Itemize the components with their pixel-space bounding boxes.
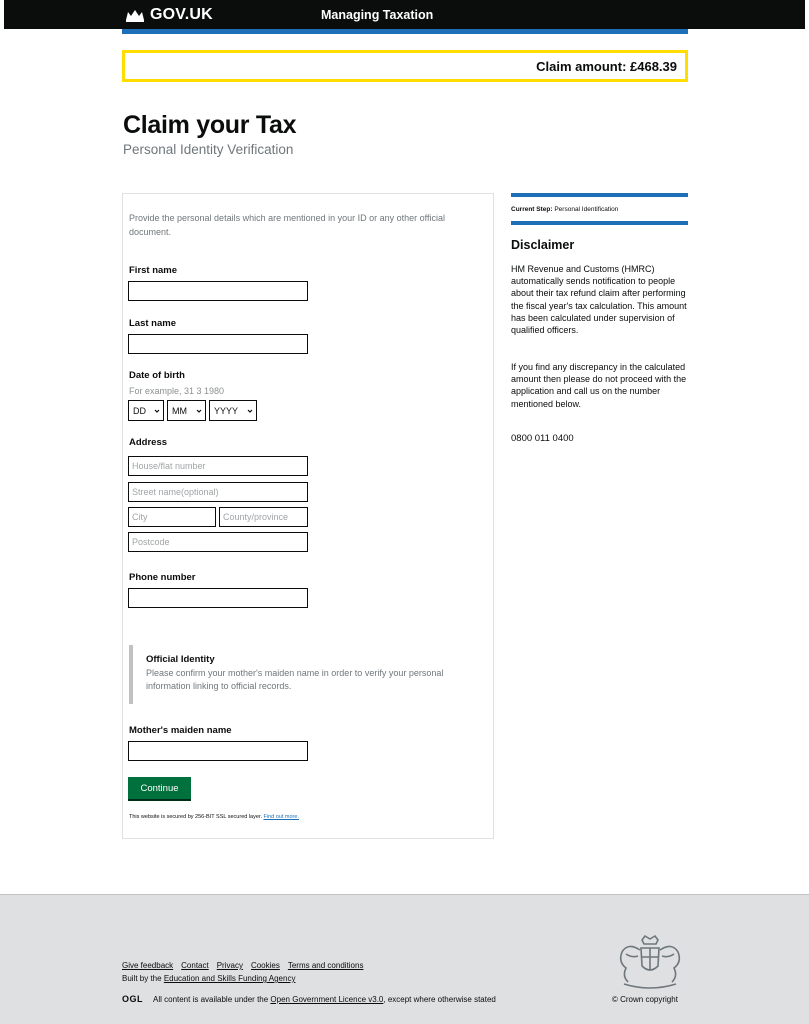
house-number-input[interactable]	[128, 456, 308, 476]
ogl-logo: OGL	[122, 994, 143, 1004]
page-title: Claim your Tax	[123, 111, 297, 139]
dob-label: Date of birth	[129, 370, 185, 381]
royal-crest-icon	[612, 934, 688, 992]
phone-number-label: Phone number	[129, 572, 196, 583]
licence-link[interactable]: Open Government Licence v3.0	[270, 995, 384, 1004]
logo-text: GOV.UK	[150, 6, 213, 23]
current-step-value: Personal Identification	[554, 206, 619, 213]
crown-icon	[125, 8, 145, 22]
chevron-down-icon	[196, 408, 202, 414]
last-name-input[interactable]	[128, 334, 308, 354]
inset-text: Please confirm your mother's maiden name in order to verify your personal information linking to official records.	[146, 668, 444, 691]
security-notice	[129, 814, 299, 820]
disclaimer-heading: Disclaimer	[511, 238, 575, 252]
security-text: This website is secured by 256-BIT SSL secured layer.	[129, 814, 262, 820]
footer-link-contact[interactable]: Contact	[181, 961, 209, 970]
dob-day-value: DD	[133, 405, 146, 416]
service-name-link[interactable]: Managing Taxation	[321, 8, 434, 22]
header-blue-bar	[122, 29, 688, 34]
inset-border	[129, 645, 133, 704]
footer-link-cookies[interactable]: Cookies	[250, 961, 280, 970]
dob-month-select[interactable]	[167, 400, 206, 421]
last-name-label: Last name	[129, 318, 176, 329]
claim-amount-text: Claim amount: £468.39	[536, 59, 677, 74]
sidebar-bottom-bar	[511, 221, 688, 225]
maiden-name-input[interactable]	[128, 741, 308, 761]
first-name-label: First name	[129, 265, 178, 276]
site-header	[4, 0, 805, 29]
built-by-prefix: Built by the	[122, 974, 162, 983]
continue-button[interactable]: Continue	[128, 777, 191, 799]
current-step	[511, 206, 618, 213]
disclaimer-paragraph-2: If you find any discrepancy in the calculated amount then please do not proceed with the application and call us on the number mentioned below.	[511, 362, 687, 409]
dob-year-value: YYYY	[214, 405, 239, 416]
phone-number-input[interactable]	[128, 588, 308, 608]
built-by-link[interactable]: Education and Skills Funding Agency	[163, 974, 296, 983]
maiden-name-label: Mother's maiden name	[129, 725, 232, 736]
dob-month-value: MM	[172, 405, 187, 416]
footer-links	[122, 961, 363, 970]
page-subtitle: Personal Identity Verification	[123, 142, 294, 157]
govuk-logo-link[interactable]	[125, 6, 213, 24]
footer-link-privacy[interactable]: Privacy	[216, 961, 243, 970]
dob-hint: For example, 31 3 1980	[129, 386, 225, 396]
footer-built-by	[122, 974, 295, 983]
licence-prefix: All content is available under the	[153, 995, 269, 1004]
address-label: Address	[129, 437, 168, 448]
form-intro: Provide the personal details which are mentioned in your ID or any other official document.	[129, 213, 446, 237]
claim-amount-panel	[122, 50, 688, 82]
licence-suffix: , except where otherwise stated	[383, 995, 496, 1004]
county-input[interactable]	[219, 507, 308, 527]
dob-day-select[interactable]	[128, 400, 164, 421]
chevron-down-icon	[247, 408, 253, 414]
inset-title: Official Identity	[146, 654, 215, 665]
dob-year-select[interactable]	[209, 400, 257, 421]
chevron-down-icon	[154, 408, 160, 414]
sidebar-top-bar	[511, 193, 688, 197]
street-name-input[interactable]	[128, 482, 308, 502]
city-input[interactable]	[128, 507, 216, 527]
first-name-input[interactable]	[128, 281, 308, 301]
footer-link-feedback[interactable]: Give feedback	[122, 961, 174, 970]
current-step-label: Current Step:	[511, 206, 553, 213]
find-out-more-link[interactable]: Find out more.	[263, 814, 299, 820]
crown-copyright: © Crown copyright	[612, 995, 678, 1004]
footer-link-terms[interactable]: Terms and conditions	[287, 961, 364, 970]
postcode-input[interactable]	[128, 532, 308, 552]
contact-phone-number: 0800 011 0400	[511, 433, 574, 444]
footer-licence	[153, 995, 496, 1004]
disclaimer-paragraph-1: HM Revenue and Customs (HMRC) automatically sends notification to people about their tax refund claim after performing the fiscal year's tax calculation. This amount has been calculated under supervision of qualified officers.	[511, 264, 687, 336]
